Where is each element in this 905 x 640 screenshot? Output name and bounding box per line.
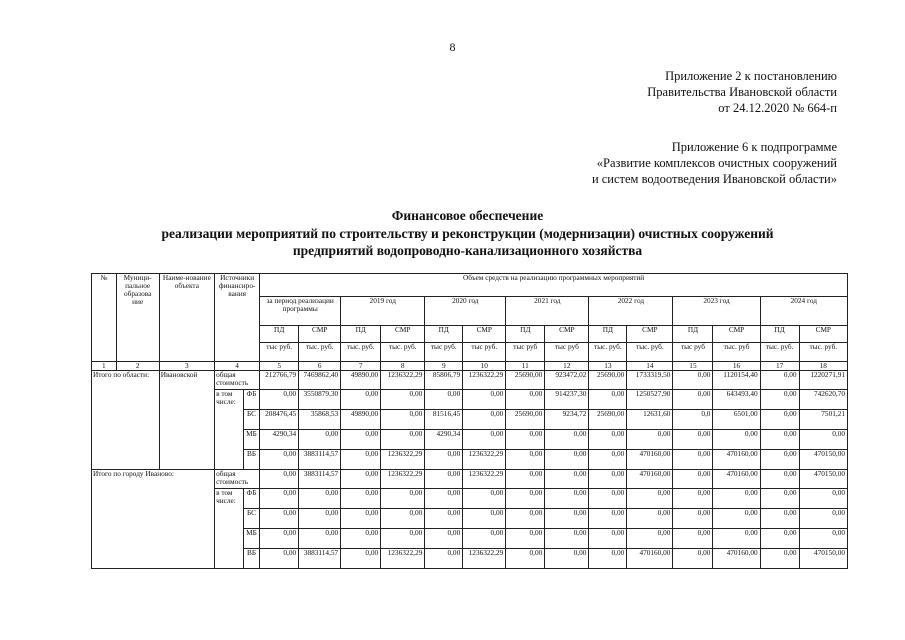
value-cell: 0,00 bbox=[463, 390, 506, 410]
header-smr: СМР bbox=[545, 326, 589, 343]
appendix-6-line: Приложение 6 к подпрограмме bbox=[671, 140, 837, 154]
header-municipality: Муници-пальное образова ние bbox=[116, 274, 159, 362]
value-cell: 0,00 bbox=[799, 489, 847, 509]
source-code: БС bbox=[243, 410, 259, 430]
value-cell: 0,00 bbox=[673, 390, 713, 410]
column-number: 14 bbox=[627, 362, 673, 371]
value-cell: 923472,02 bbox=[545, 371, 589, 390]
total-cost-label: общая стоимость bbox=[215, 371, 260, 390]
value-cell: 0,00 bbox=[506, 390, 545, 410]
value-cell: 4290,34 bbox=[260, 430, 299, 450]
value-cell: 0,00 bbox=[673, 549, 713, 569]
appendix-2-header bbox=[647, 68, 837, 116]
header-period: 2022 год bbox=[589, 297, 673, 326]
value-cell: 0,00 bbox=[545, 450, 589, 470]
column-number: 5 bbox=[260, 362, 299, 371]
value-cell: 0,00 bbox=[760, 470, 799, 489]
value-cell: 0,00 bbox=[463, 430, 506, 450]
header-pd: ПД bbox=[341, 326, 381, 343]
header-pd: ПД bbox=[760, 326, 799, 343]
value-cell: 0,00 bbox=[713, 430, 760, 450]
group-label: Итого по области: bbox=[92, 371, 160, 470]
value-cell: 0,00 bbox=[341, 549, 381, 569]
value-cell: 0,00 bbox=[341, 450, 381, 470]
value-cell: 49890,00 bbox=[341, 371, 381, 390]
value-cell: 0,00 bbox=[589, 470, 627, 489]
column-number: 9 bbox=[425, 362, 463, 371]
value-cell: 0,00 bbox=[545, 549, 589, 569]
header-unit: тыс. руб. bbox=[341, 343, 381, 362]
column-number: 12 bbox=[545, 362, 589, 371]
value-cell: 0,00 bbox=[299, 529, 341, 549]
header-pd: ПД bbox=[260, 326, 299, 343]
value-cell: 0,00 bbox=[506, 529, 545, 549]
value-cell: 0,00 bbox=[760, 390, 799, 410]
title-line: Финансовое обеспечение bbox=[391, 208, 544, 223]
value-cell: 0,00 bbox=[260, 549, 299, 569]
column-number: 7 bbox=[341, 362, 381, 371]
value-cell: 85806,79 bbox=[425, 371, 463, 390]
value-cell: 0,00 bbox=[673, 509, 713, 529]
appendix-2-line: от 24.12.2020 № 664-п bbox=[718, 101, 837, 115]
value-cell: 470160,00 bbox=[713, 470, 760, 489]
group-label: Итого по городу Иваново: bbox=[92, 470, 215, 569]
header-smr: СМР bbox=[381, 326, 425, 343]
value-cell: 1236322,29 bbox=[381, 371, 425, 390]
value-cell: 3883114,57 bbox=[299, 470, 341, 489]
value-cell: 1120154,40 bbox=[713, 371, 760, 390]
value-cell: 0,00 bbox=[799, 509, 847, 529]
value-cell: 0,00 bbox=[341, 529, 381, 549]
value-cell: 0,00 bbox=[425, 489, 463, 509]
value-cell: 0,00 bbox=[381, 390, 425, 410]
group-object: Ивановской bbox=[159, 371, 214, 470]
value-cell: 0,00 bbox=[760, 371, 799, 390]
title-line: предприятий водопроводно-канализационного хозяйства bbox=[292, 243, 643, 258]
column-number: 16 bbox=[713, 362, 760, 371]
header-period: 2019 год bbox=[341, 297, 425, 326]
source-code: ФБ bbox=[243, 390, 259, 410]
value-cell: 0,00 bbox=[341, 489, 381, 509]
value-cell: 0,00 bbox=[299, 489, 341, 509]
value-cell: 0,00 bbox=[545, 430, 589, 450]
value-cell: 470150,00 bbox=[799, 470, 847, 489]
header-unit: тыс руб bbox=[673, 343, 713, 362]
value-cell: 0,00 bbox=[463, 509, 506, 529]
column-number: 1 bbox=[92, 362, 117, 371]
header-period: 2024 год bbox=[760, 297, 847, 326]
value-cell: 1236322,29 bbox=[463, 470, 506, 489]
value-cell: 0,00 bbox=[425, 549, 463, 569]
value-cell: 0,00 bbox=[760, 489, 799, 509]
header-unit: тыс руб bbox=[506, 343, 545, 362]
value-cell: 0,00 bbox=[260, 529, 299, 549]
source-code: ФБ bbox=[243, 489, 259, 509]
value-cell: 81516,45 bbox=[425, 410, 463, 430]
value-cell: 3883114,57 bbox=[299, 549, 341, 569]
header-unit: тыс. руб. bbox=[589, 343, 627, 362]
column-number: 10 bbox=[463, 362, 506, 371]
value-cell: 0,00 bbox=[627, 529, 673, 549]
value-cell: 470160,00 bbox=[627, 470, 673, 489]
value-cell: 1733319,50 bbox=[627, 371, 673, 390]
value-cell: 25690,00 bbox=[589, 371, 627, 390]
value-cell: 0,00 bbox=[627, 489, 673, 509]
title-line: реализации мероприятий по строительству и реконструкции (модернизации) очистных сооружений bbox=[161, 225, 774, 241]
header-pd: ПД bbox=[425, 326, 463, 343]
value-cell: 3883114,57 bbox=[299, 450, 341, 470]
column-number: 4 bbox=[215, 362, 260, 371]
value-cell: 25690,00 bbox=[506, 371, 545, 390]
value-cell: 0,00 bbox=[673, 450, 713, 470]
value-cell: 208476,45 bbox=[260, 410, 299, 430]
value-cell: 0,00 bbox=[545, 509, 589, 529]
value-cell: 0,00 bbox=[799, 430, 847, 450]
value-cell: 0,00 bbox=[627, 430, 673, 450]
value-cell: 0,00 bbox=[381, 509, 425, 529]
value-cell: 0,00 bbox=[673, 529, 713, 549]
value-cell: 0,00 bbox=[260, 489, 299, 509]
value-cell: 49890,00 bbox=[341, 410, 381, 430]
value-cell: 0,00 bbox=[673, 371, 713, 390]
value-cell: 0,00 bbox=[627, 509, 673, 529]
appendix-2-line: Правительства Ивановской области bbox=[647, 85, 837, 99]
value-cell: 0,00 bbox=[506, 450, 545, 470]
value-cell: 25690,00 bbox=[506, 410, 545, 430]
value-cell: 0,00 bbox=[799, 529, 847, 549]
value-cell: 1236322,29 bbox=[381, 470, 425, 489]
value-cell: 1250527,90 bbox=[627, 390, 673, 410]
value-cell: 0,00 bbox=[545, 470, 589, 489]
value-cell: 0,00 bbox=[381, 410, 425, 430]
column-number: 17 bbox=[760, 362, 799, 371]
column-number: 8 bbox=[381, 362, 425, 371]
header-unit: тыс. руб. bbox=[760, 343, 799, 362]
value-cell: 212766,79 bbox=[260, 371, 299, 390]
value-cell: 0,00 bbox=[760, 410, 799, 430]
value-cell: 0,00 bbox=[341, 390, 381, 410]
value-cell: 914237,30 bbox=[545, 390, 589, 410]
header-period: за период реализации программы bbox=[260, 297, 341, 326]
column-number: 11 bbox=[506, 362, 545, 371]
header-smr: СМР bbox=[299, 326, 341, 343]
appendix-6-line: и систем водоотведения Ивановской области» bbox=[591, 172, 837, 186]
appendix-2-line: Приложение 2 к постановлению bbox=[665, 69, 837, 83]
column-number: 3 bbox=[159, 362, 214, 371]
value-cell: 0,00 bbox=[673, 470, 713, 489]
value-cell: 0,00 bbox=[713, 489, 760, 509]
header-unit: тыс руб. bbox=[425, 343, 463, 362]
value-cell: 1236322,29 bbox=[381, 549, 425, 569]
table-row bbox=[92, 470, 848, 489]
header-smr: СМР bbox=[713, 326, 760, 343]
table-row bbox=[92, 371, 848, 390]
value-cell: 470150,00 bbox=[799, 549, 847, 569]
header-unit: тыс. руб. bbox=[381, 343, 425, 362]
value-cell: 1236322,29 bbox=[381, 450, 425, 470]
header-unit: тыс. руб. bbox=[627, 343, 673, 362]
value-cell: 0,00 bbox=[260, 509, 299, 529]
source-code: ВБ bbox=[243, 549, 259, 569]
value-cell: 9234,72 bbox=[545, 410, 589, 430]
value-cell: 0,00 bbox=[299, 509, 341, 529]
value-cell: 470160,00 bbox=[627, 549, 673, 569]
value-cell: 0,00 bbox=[589, 549, 627, 569]
value-cell: 0,00 bbox=[673, 489, 713, 509]
value-cell: 0,00 bbox=[545, 529, 589, 549]
value-cell: 1236322,29 bbox=[463, 549, 506, 569]
value-cell: 0,00 bbox=[381, 489, 425, 509]
header-pd: ПД bbox=[506, 326, 545, 343]
value-cell: 0,00 bbox=[425, 529, 463, 549]
value-cell: 0,00 bbox=[425, 509, 463, 529]
value-cell: 0,00 bbox=[545, 489, 589, 509]
value-cell: 0,00 bbox=[713, 509, 760, 529]
value-cell: 7501,21 bbox=[799, 410, 847, 430]
header-period: 2023 год bbox=[673, 297, 760, 326]
value-cell: 0,00 bbox=[381, 529, 425, 549]
value-cell: 0,00 bbox=[673, 430, 713, 450]
value-cell: 0,00 bbox=[506, 489, 545, 509]
value-cell: 0,00 bbox=[589, 529, 627, 549]
header-unit: тыс руб. bbox=[463, 343, 506, 362]
value-cell: 12631,60 bbox=[627, 410, 673, 430]
appendix-6-header bbox=[592, 139, 837, 187]
value-cell: 0,00 bbox=[589, 390, 627, 410]
value-cell: 0,00 bbox=[506, 470, 545, 489]
header-smr: СМР bbox=[627, 326, 673, 343]
financing-table bbox=[91, 273, 848, 569]
value-cell: 0,00 bbox=[341, 509, 381, 529]
value-cell: 0,00 bbox=[341, 430, 381, 450]
value-cell: 25690,00 bbox=[589, 410, 627, 430]
header-sources: Источники финансиро-вания bbox=[215, 274, 260, 362]
source-code: БС bbox=[243, 509, 259, 529]
value-cell: 0,00 bbox=[341, 470, 381, 489]
value-cell: 0,00 bbox=[425, 470, 463, 489]
value-cell: 0,00 bbox=[506, 549, 545, 569]
value-cell: 3550879,30 bbox=[299, 390, 341, 410]
header-pd: ПД bbox=[589, 326, 627, 343]
header-no: № bbox=[92, 274, 117, 362]
value-cell: 0,00 bbox=[381, 430, 425, 450]
value-cell: 0,00 bbox=[260, 450, 299, 470]
value-cell: 0,00 bbox=[760, 549, 799, 569]
value-cell: 35868,53 bbox=[299, 410, 341, 430]
value-cell: 0,00 bbox=[760, 430, 799, 450]
value-cell: 470160,00 bbox=[713, 549, 760, 569]
value-cell: 0,00 bbox=[260, 390, 299, 410]
total-cost-label: общая стоимость bbox=[215, 470, 260, 489]
value-cell: 1220271,91 bbox=[799, 371, 847, 390]
source-code: МБ bbox=[243, 430, 259, 450]
header-period: 2020 год bbox=[425, 297, 506, 326]
value-cell: 0,00 bbox=[425, 450, 463, 470]
value-cell: 470160,00 bbox=[627, 450, 673, 470]
value-cell: 0,00 bbox=[589, 450, 627, 470]
value-cell: 0,00 bbox=[506, 430, 545, 450]
value-cell: 0,0 bbox=[673, 410, 713, 430]
value-cell: 742620,70 bbox=[799, 390, 847, 410]
column-number: 15 bbox=[673, 362, 713, 371]
value-cell: 6501,00 bbox=[713, 410, 760, 430]
value-cell: 0,00 bbox=[760, 509, 799, 529]
value-cell: 0,00 bbox=[260, 470, 299, 489]
value-cell: 0,00 bbox=[463, 529, 506, 549]
header-period: 2021 год bbox=[506, 297, 589, 326]
source-code: ВБ bbox=[243, 450, 259, 470]
column-number: 18 bbox=[799, 362, 847, 371]
source-code: МБ bbox=[243, 529, 259, 549]
value-cell: 470160,00 bbox=[713, 450, 760, 470]
page-number: 8 bbox=[449, 40, 456, 54]
value-cell: 0,00 bbox=[589, 489, 627, 509]
header-pd: ПД bbox=[673, 326, 713, 343]
column-number: 13 bbox=[589, 362, 627, 371]
value-cell: 1236322,29 bbox=[463, 371, 506, 390]
value-cell: 0,00 bbox=[589, 509, 627, 529]
value-cell: 0,00 bbox=[506, 509, 545, 529]
value-cell: 0,00 bbox=[760, 529, 799, 549]
column-number: 6 bbox=[299, 362, 341, 371]
header-object: Наиме-нование объекта bbox=[159, 274, 214, 362]
value-cell: 0,00 bbox=[713, 529, 760, 549]
including-label: в том числе: bbox=[215, 390, 244, 470]
value-cell: 4290,34 bbox=[425, 430, 463, 450]
value-cell: 0,00 bbox=[299, 430, 341, 450]
including-label: в том числе: bbox=[215, 489, 244, 569]
appendix-6-line: «Развитие комплексов очистных сооружений bbox=[596, 156, 837, 170]
header-unit: тыс. руб. bbox=[299, 343, 341, 362]
column-number: 2 bbox=[116, 362, 159, 371]
value-cell: 0,00 bbox=[760, 450, 799, 470]
header-volume: Объем средств на реализацию программных мероприятий bbox=[260, 274, 848, 297]
value-cell: 1236322,29 bbox=[463, 450, 506, 470]
header-unit: тыс. руб. bbox=[799, 343, 847, 362]
value-cell: 470150,00 bbox=[799, 450, 847, 470]
financing-table-body bbox=[92, 274, 848, 569]
header-smr: СМР bbox=[799, 326, 847, 343]
header-unit: тыс. руб bbox=[713, 343, 760, 362]
value-cell: 643493,40 bbox=[713, 390, 760, 410]
value-cell: 0,00 bbox=[425, 390, 463, 410]
header-unit: тыс руб bbox=[545, 343, 589, 362]
value-cell: 0,00 bbox=[589, 430, 627, 450]
header-unit: тыс руб. bbox=[260, 343, 299, 362]
value-cell: 7469862,40 bbox=[299, 371, 341, 390]
header-smr: СМР bbox=[463, 326, 506, 343]
value-cell: 0,00 bbox=[463, 410, 506, 430]
value-cell: 0,00 bbox=[463, 489, 506, 509]
document-title bbox=[0, 207, 905, 260]
